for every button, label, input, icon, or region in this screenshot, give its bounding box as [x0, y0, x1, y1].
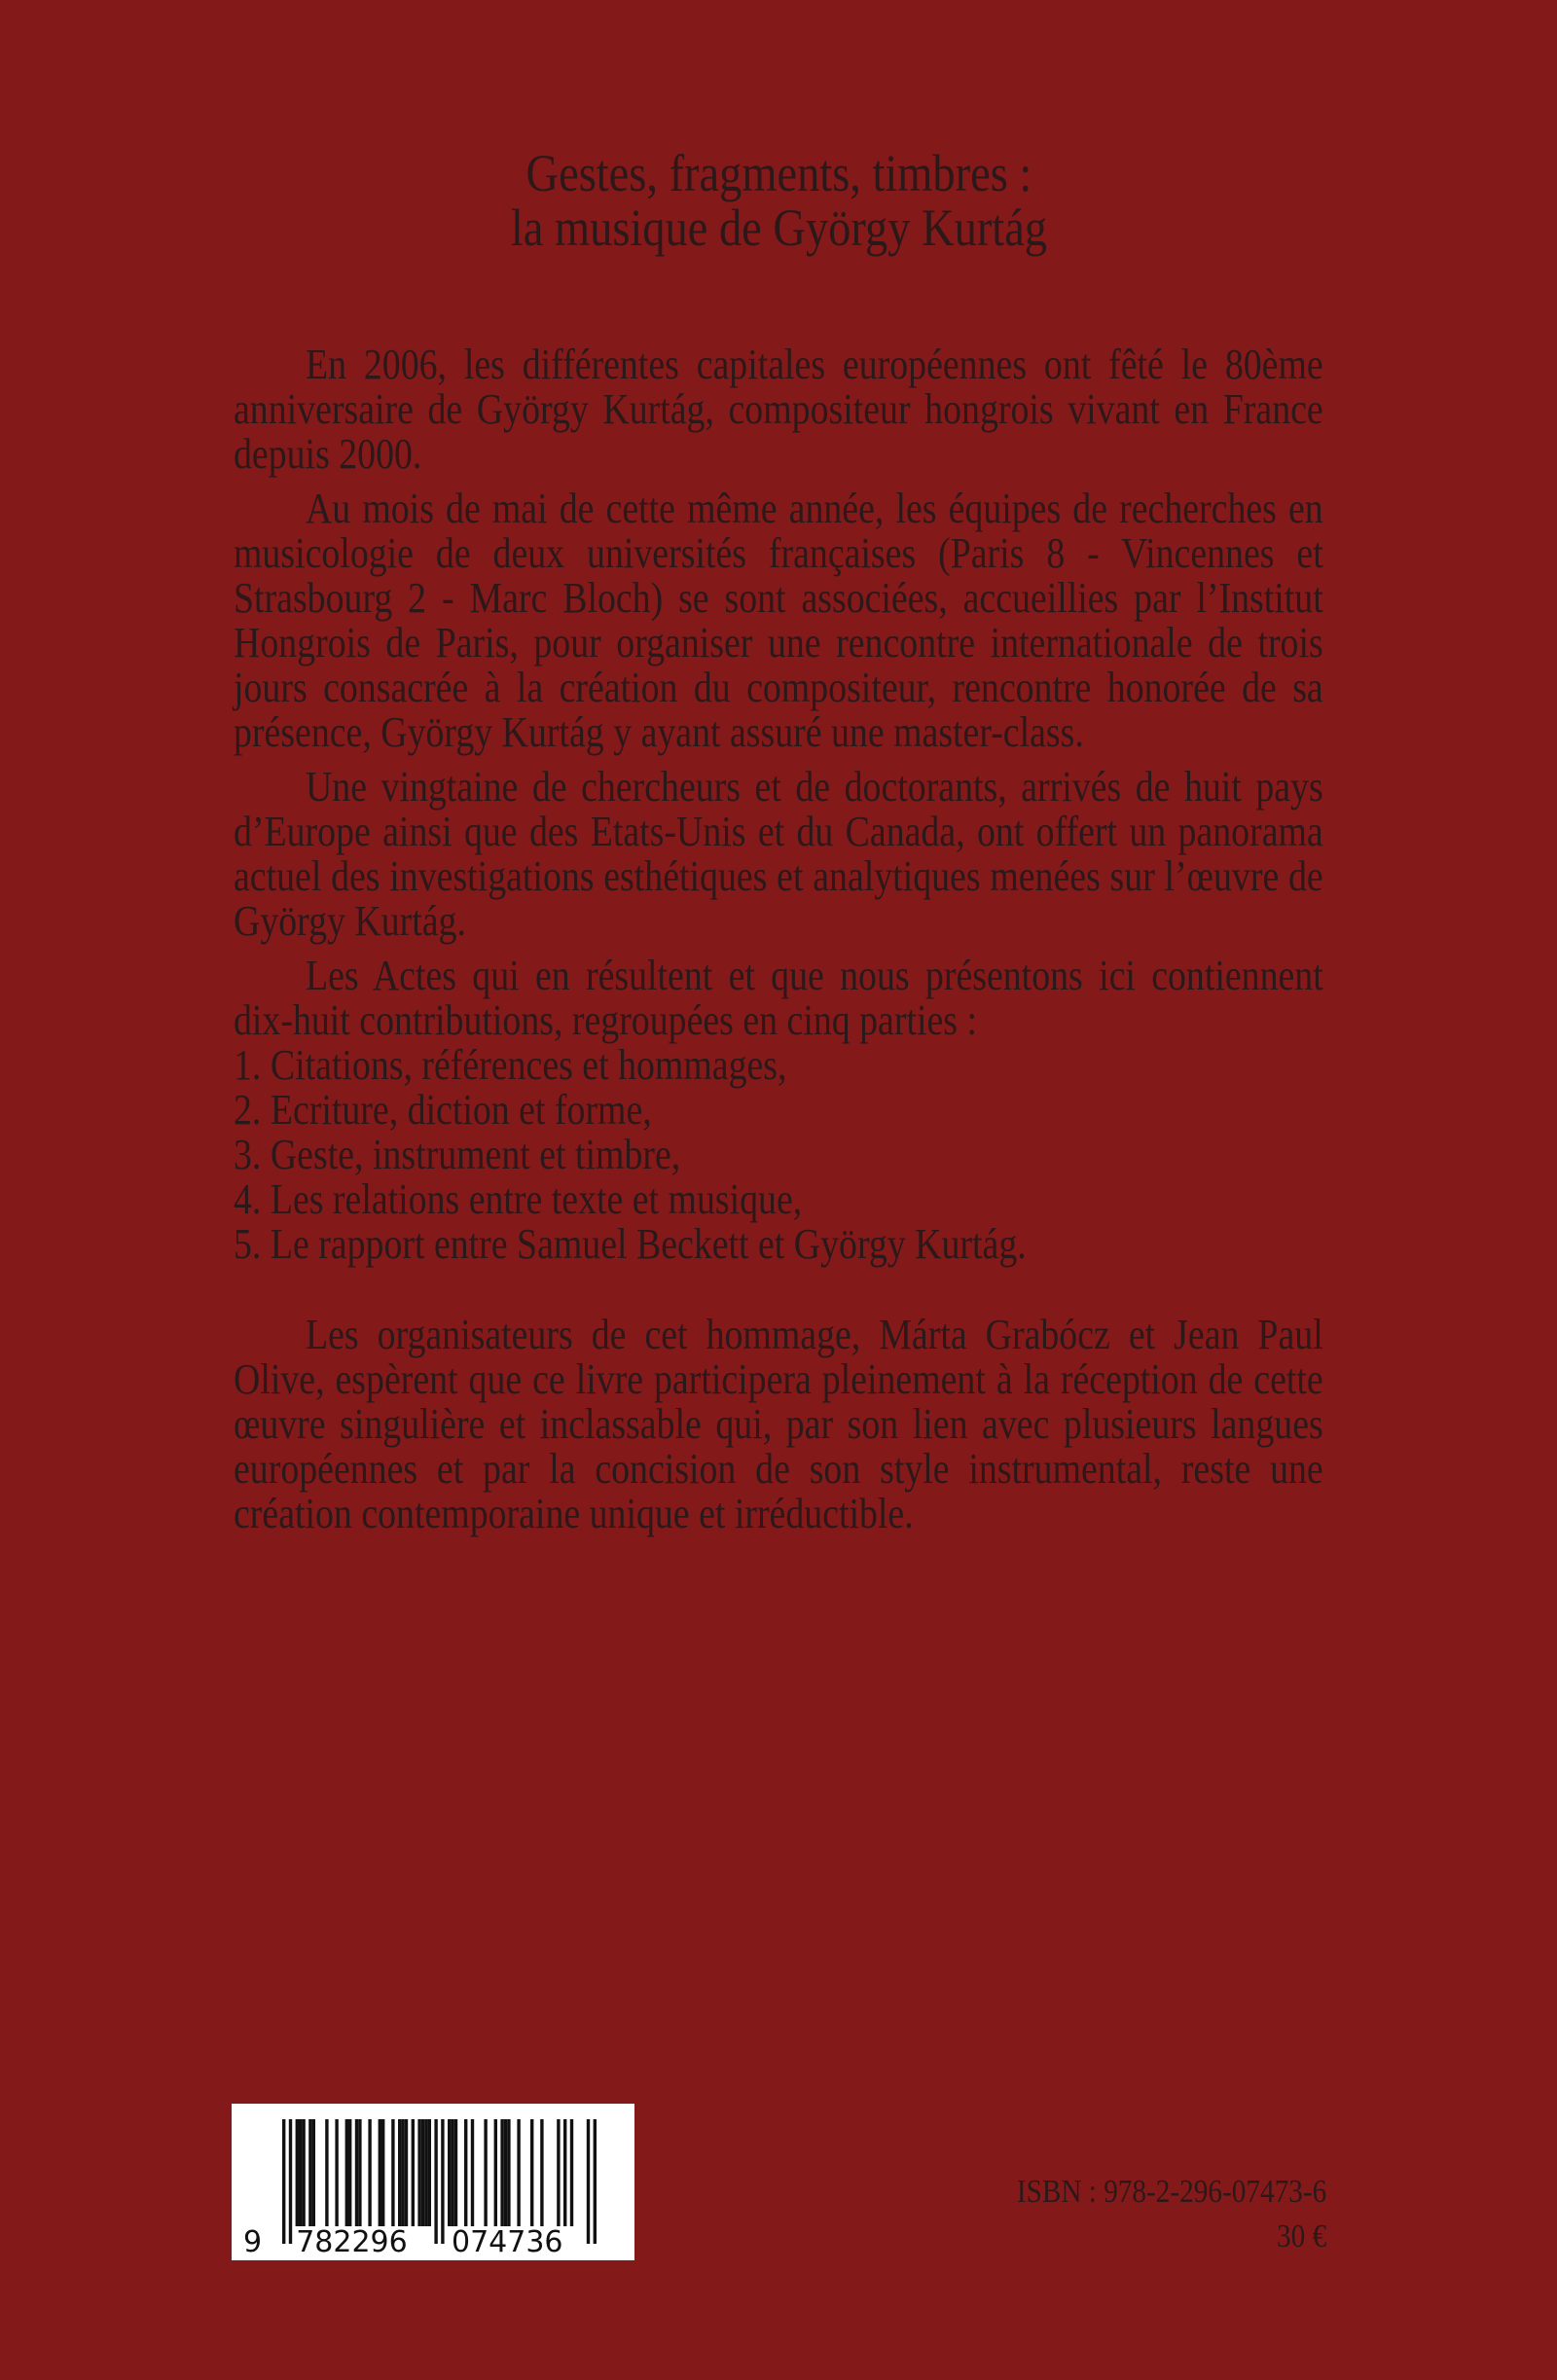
barcode-bar	[368, 2119, 371, 2226]
barcode-bar	[289, 2119, 292, 2244]
barcode-bar	[325, 2119, 328, 2226]
barcode-bar	[587, 2119, 590, 2244]
barcode-bar	[428, 2119, 431, 2226]
barcode-bar	[335, 2119, 338, 2226]
barcode-bar	[451, 2119, 453, 2226]
barcode-bar	[401, 2119, 404, 2226]
paragraph: Au mois de mai de cette même année, les équipes de recherches en musicologie de deux universités françaises (Paris 8 - Vincennes et Strasbourg 2 - Marc Bloch) se sont associées, accueillies par l’Institut Hongrois de Paris, pour organiser une rencontre internationale de trois jours consacrée à la création du compositeur, rencontre honorée de sa présence, György Kurtág y ayant assuré une master-class.	[234, 485, 1323, 756]
barcode-bar	[507, 2119, 510, 2226]
price: 30 €	[1276, 2218, 1326, 2254]
barcode-bar	[540, 2119, 543, 2226]
barcode-bar	[391, 2119, 394, 2226]
paragraph: En 2006, les différentes capitales européennes ont fêté le 80ème anniversaire de György Kurtág, compositeur hongrois vivant en France depuis 2000.	[234, 341, 1323, 478]
list-item: 5. Le rapport entre Samuel Beckett et György Kurtág.	[234, 1220, 1027, 1268]
barcode-bar	[381, 2119, 384, 2226]
isbn-block	[1017, 2170, 1326, 2259]
list-item: 4. Les relations entre texte et musique,	[234, 1175, 803, 1223]
barcode-bar	[434, 2119, 437, 2244]
list-item: 1. Citations, références et hommages,	[234, 1041, 787, 1089]
barcode-bar	[441, 2119, 444, 2244]
paragraph: Une vingtaine de chercheurs et de doctorants, arrivés de huit pays d’Europe ainsi que des Etats-Unis et du Canada, ont offert un panorama actuel des investigations esthétiques et analytiques menées sur l’œuvre de György Kurtág.	[234, 763, 1323, 945]
barcode-bar	[563, 2119, 566, 2226]
list-item: 3. Geste, instrument et timbre,	[234, 1131, 681, 1178]
barcode-bar	[299, 2119, 302, 2226]
blurb	[234, 343, 1323, 1546]
barcode-bar	[557, 2119, 560, 2226]
title-line-1: Gestes, fragments, timbres :	[525, 144, 1032, 202]
barcode-bar	[494, 2119, 497, 2226]
closing-paragraph: Les organisateurs de cet hommage, Márta Grabócz et Jean Paul Olive, espèrent que ce livre participera pleinement à la réception de cette œuvre singulière et inclassable qui, par son lien avec plusieurs langues européennes et par la concision de son style instrumental, reste une création contemporaine unique et irréductible.	[234, 1311, 1323, 1537]
barcode-bar	[379, 2119, 381, 2226]
barcode-digits: 9	[243, 2225, 263, 2259]
list-item: 2. Ecriture, diction et forme,	[234, 1086, 652, 1134]
barcode-bar	[594, 2119, 597, 2244]
barcode-bar	[464, 2119, 467, 2226]
barcode-bar	[454, 2119, 457, 2226]
barcode-digits: 074736	[452, 2225, 563, 2259]
barcode-bar	[296, 2119, 299, 2226]
barcode-bar	[398, 2119, 401, 2226]
barcode-bar	[308, 2119, 311, 2226]
barcode-bar	[355, 2119, 358, 2226]
title-line-2: la musique de György Kurtág	[510, 198, 1047, 257]
barcode-graphic	[232, 2104, 634, 2260]
barcode-bar	[358, 2119, 361, 2226]
barcode-bar	[417, 2119, 420, 2226]
barcode-bar	[405, 2119, 408, 2226]
barcode-bar	[345, 2119, 348, 2226]
barcode-bar	[448, 2119, 451, 2226]
barcode-bar	[471, 2119, 474, 2226]
barcode-bar	[412, 2119, 415, 2226]
barcode	[232, 2104, 634, 2260]
barcode-bar	[421, 2119, 424, 2226]
barcode-bar	[312, 2119, 315, 2226]
barcode-bar	[530, 2119, 533, 2226]
barcode-bar	[504, 2119, 507, 2226]
barcode-bar	[570, 2119, 573, 2226]
book-title	[0, 146, 1557, 255]
barcode-bar	[500, 2119, 503, 2226]
barcode-digits: 782296	[296, 2225, 408, 2259]
barcode-bar	[517, 2119, 520, 2226]
paragraph: Les Actes qui en résultent et que nous présentons ici contiennent dix-huit contributions, regroupées en cinq parties :	[234, 952, 1323, 1044]
barcode-bar	[484, 2119, 487, 2226]
barcode-bar	[348, 2119, 351, 2226]
barcode-bar	[424, 2119, 427, 2226]
isbn: ISBN : 978-2-296-07473-6	[1016, 2174, 1326, 2210]
barcode-bar	[302, 2119, 305, 2226]
barcode-bar	[282, 2119, 285, 2244]
